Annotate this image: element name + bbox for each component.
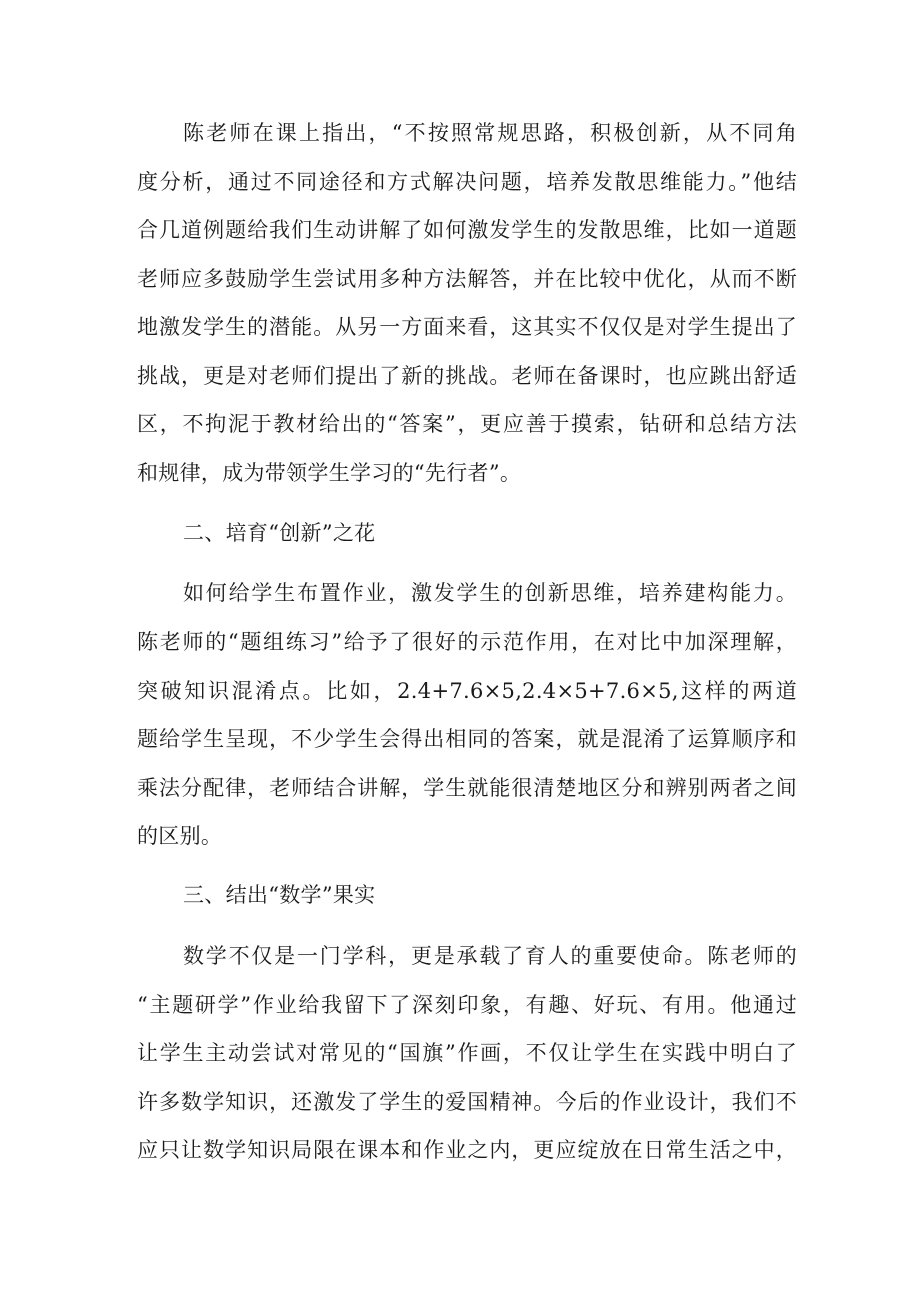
paragraph-3-line-3: 让学生主动尝试对常见的“国旗”作画，不仅让学生在实践中明白了 <box>137 1041 797 1065</box>
section-heading-3: 三、结出“数学”果实 <box>183 883 376 907</box>
paragraph-1-line-8: 和规律，成为带领学生学习的“先行者”。 <box>137 461 522 485</box>
paragraph-2-line-3: 突破知识混淆点。比如，2.4+7.6×5,2.4×5+7.6×5,这样的两道 <box>137 679 797 703</box>
paragraph-3-line-2: “主题研学”作业给我留下了深刻印象，有趣、好玩、有用。他通过 <box>137 993 797 1017</box>
paragraph-1-line-1: 陈老师在课上指出，“不按照常规思路，积极创新，从不同角 <box>183 121 797 145</box>
paragraph-3-line-1: 数学不仅是一门学科，更是承载了育人的重要使命。陈老师的 <box>183 944 797 968</box>
section-heading-2: 二、培育“创新”之花 <box>183 521 376 545</box>
paragraph-2-line-6: 的区别。 <box>137 824 223 848</box>
paragraph-1-line-7: 区，不拘泥于教材给出的“答案”，更应善于摸索，钻研和总结方法 <box>137 412 797 436</box>
paragraph-1-line-2: 度分析，通过不同途径和方式解决问题，培养发散思维能力。”他结 <box>137 170 797 194</box>
paragraph-2-line-5: 乘法分配律，老师结合讲解，学生就能很清楚地区分和辨别两者之间 <box>137 776 797 800</box>
paragraph-3-line-5: 应只让数学知识局限在课本和作业之内，更应绽放在日常生活之中， <box>137 1138 797 1162</box>
paragraph-2-line-2: 陈老师的“题组练习”给予了很好的示范作用，在对比中加深理解， <box>137 630 797 654</box>
paragraph-1-line-4: 老师应多鼓励学生尝试用多种方法解答，并在比较中优化，从而不断 <box>137 267 797 291</box>
paragraph-3-line-4: 许多数学知识，还激发了学生的爱国精神。今后的作业设计，我们不 <box>137 1090 797 1114</box>
paragraph-2-line-1: 如何给学生布置作业，激发学生的创新思维，培养建构能力。 <box>183 581 797 605</box>
paragraph-1-line-3: 合几道例题给我们生动讲解了如何激发学生的发散思维，比如一道题 <box>137 218 797 242</box>
paragraph-1-line-6: 挑战，更是对老师们提出了新的挑战。老师在备课时，也应跳出舒适 <box>137 364 797 388</box>
paragraph-1-line-5: 地激发学生的潜能。从另一方面来看，这其实不仅仅是对学生提出了 <box>137 315 797 339</box>
paragraph-2-line-4: 题给学生呈现，不少学生会得出相同的答案，就是混淆了运算顺序和 <box>137 727 797 751</box>
